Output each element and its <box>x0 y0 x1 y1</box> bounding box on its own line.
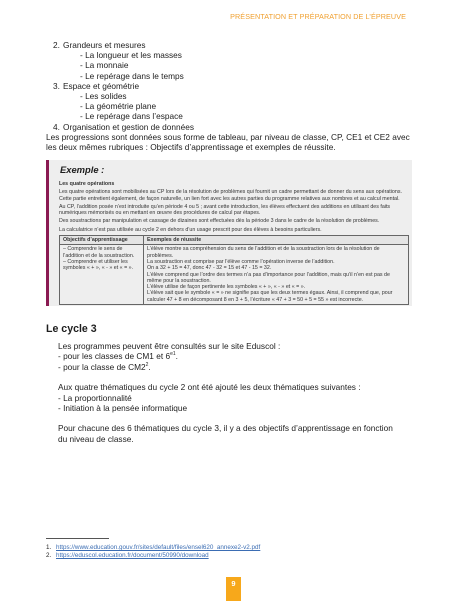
list-label: Grandeurs et mesures <box>63 40 146 50</box>
footnote-number: 1. <box>46 544 52 551</box>
cycle3-body <box>58 341 398 444</box>
sub-item: - Les solides <box>80 91 127 102</box>
footnote-divider <box>46 538 109 539</box>
body-line: - La proportionnalité <box>58 392 132 403</box>
list-number: 4. <box>53 121 60 132</box>
list-label: Espace et géométrie <box>63 80 140 91</box>
body-line: Pour chacune des 6 thématiques du cycle 3, il y a des objectifs d’apprentissage en fonction du niveau de classe. <box>58 423 393 444</box>
examples-cell <box>144 245 409 305</box>
footnote-link[interactable]: https://www.education.gouv.fr/sites/default/files/ensel620_annexe2-v2.pdf <box>56 544 261 551</box>
footnote <box>46 552 260 560</box>
example-paragraph: Des soustractions par manipulation et cassage de dizaines sont effectuées dès la période 3 dans le cadre de la résolution de problèmes. <box>59 218 380 225</box>
table-header-row <box>60 236 409 245</box>
column-header: Objectifs d’apprentissage <box>60 236 144 245</box>
page-number: 9 <box>226 577 241 601</box>
progression-list <box>46 40 412 152</box>
footnote-link[interactable]: https://eduscol.education.fr/document/50990/download <box>56 552 209 560</box>
table-row <box>60 245 409 305</box>
list-label: Organisation et gestion de données <box>63 121 195 132</box>
section-heading: Le cycle 3 <box>46 323 97 335</box>
footnote-ref: 2 <box>145 362 149 369</box>
example-paragraph: Les quatre opérations sont mobilisées au CP lors de la résolution de problèmes qui fournit un cadre permettant de donner du sens aux opérations. Cette partie entretient également, de façon naturelle, un lien fort avec les autres parties du programme relatives aux nombres et au calcul mental. <box>59 189 402 202</box>
footnotes <box>46 544 260 560</box>
footnote-number: 2. <box>46 552 52 560</box>
list-number: 2. <box>53 40 60 50</box>
running-header: PRÉSENTATION ET PRÉPARATION DE L’ÉPREUVE <box>230 12 406 21</box>
body-text: . <box>148 361 151 372</box>
list-item <box>46 81 412 91</box>
body-line: - Initiation à la pensée informatique <box>58 403 188 414</box>
example-content <box>59 181 409 305</box>
intro-paragraph: Les progressions sont données sous forme de tableau, par niveau de classe, CP, CE1 et CE2 avec les deux mêmes rubriques : Objectifs d’apprentissage et exemples de réussite. <box>46 131 410 153</box>
example-item: L’élève sait que le symbole « = » ne signifie pas que les deux termes égaux. Ainsi, il comprend que, pour calculer 47 + 8 en décomposant 8 en 3 + 5, l’écriture « 47 + 3 = 50 + 5 = 55 » est incorrecte. <box>147 290 393 303</box>
objective-item: – Comprendre et utiliser les symboles « + », « - » et « = ». <box>63 258 134 272</box>
section-title: Les quatre opérations <box>59 181 115 187</box>
list-item <box>46 122 412 132</box>
example-box <box>46 160 412 306</box>
body-line <box>58 362 398 372</box>
footnote <box>46 544 260 552</box>
body-text: . <box>175 351 178 362</box>
objective-item: – Comprendre le sens de l’addition et de la soustraction. <box>63 246 135 259</box>
example-paragraph: Au CP, l’addition posée n’est introduite qu’en période 4 ou 5 ; avant cette introduction, les élèves effectuent des additions en utilisant des faits numériques mémorisés ou en mettant en œuvre des procédures de calcul par étapes. <box>59 203 391 217</box>
objectives-table <box>59 235 409 305</box>
body-text: - pour la classe de CM2 <box>58 361 146 372</box>
list-item <box>46 40 412 50</box>
sub-item: - Le repérage dans le temps <box>80 70 184 81</box>
example-paragraph: La calculatrice n’est pas utilisée au cycle 2 en dehors d’un usage prescrit pour des élèves à besoins particuliers. <box>59 226 322 233</box>
objectives-cell <box>60 245 144 305</box>
body-text: - pour les classes de CM1 et 6 <box>58 351 171 362</box>
example-item: L’élève comprend que l’ordre des termes n’a pas d’importance pour l’addition, mais qu’il n’en est pas de même pour la soustraction. <box>147 271 390 284</box>
sub-item: - Le repérage dans l’espace <box>80 111 183 122</box>
list-number: 3. <box>53 80 60 91</box>
sub-item: - La monnaie <box>80 60 129 71</box>
body-line: Les programmes peuvent être consultés sur le site Eduscol : <box>58 341 281 351</box>
footnote-ref: e1 <box>170 351 176 358</box>
sub-item: - La géométrie plane <box>80 101 157 112</box>
example-title: Exemple : <box>60 164 105 175</box>
body-line: Aux quatre thématiques du cycle 2 ont été ajouté les deux thématiques suivantes : <box>58 382 361 393</box>
example-item: La soustraction est comprise par l’élève comme l’opération inverse de l’addition. <box>147 258 335 265</box>
sub-item: - La longueur et les masses <box>80 50 182 61</box>
column-header: Exemples de réussite <box>144 236 409 245</box>
example-item: On a 32 + 15 = 47, donc 47 - 32 = 15 et 47 - 15 = 32. <box>147 265 272 272</box>
example-item: L’élève utilise de façon pertinente les symboles « + », « - » et « = ». <box>147 284 306 291</box>
body-line <box>58 351 398 361</box>
example-item: L’élève montre sa compréhension du sens de l’addition et de la soustraction lors de la résolution de problèmes. <box>147 246 380 259</box>
